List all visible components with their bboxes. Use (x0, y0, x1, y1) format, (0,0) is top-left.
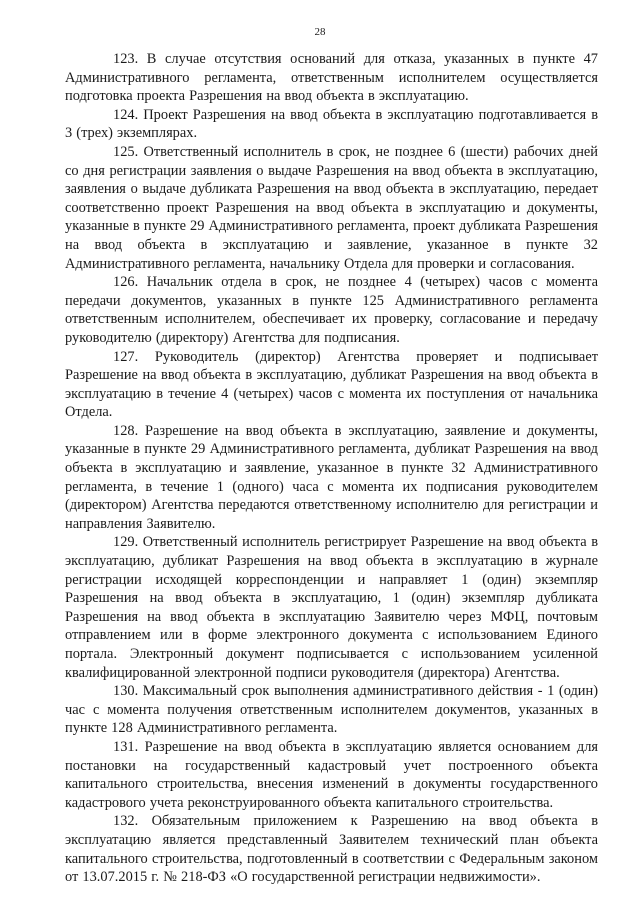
paragraph-126: 126. Начальник отдела в срок, не позднее 4 (четырех) часов с момента передачи документов, указанных в пункте 125 Административного регламента ответственным исполнителем, обеспечивает их проверку, согласование и передачу руководителю (директору) Агентства для подписания. (65, 274, 598, 346)
paragraph-130: 130. Максимальный срок выполнения административного действия - 1 (один) час с момента получения ответственным исполнителем документов, указанных в пункте 128 Административного регламента. (65, 683, 598, 737)
paragraph-128: 128. Разрешение на ввод объекта в эксплуатацию, заявление и документы, указанные в пункте 29 Административного регламента, дубликат Разрешения на ввод объекта в эксплуатацию и заявление, указанное в пункте 32 Административного регламента, в течение 1 (одного) часа с момента их подписания руководителем (директором) Агентства передаются ответственному исполнителю для регистрации и направления Заявителю. (65, 422, 598, 532)
document-body (65, 50, 598, 887)
paragraph-132: 132. Обязательным приложением к Разрешению на ввод объекта в эксплуатацию является представленный Заявителем технический план объекта капитального строительства, подготовленный в соответствии с Федеральным законом от 13.07.2015 г. № 218-ФЗ «О государственной регистрации недвижимости». (65, 813, 598, 886)
paragraph-129: 129. Ответственный исполнитель регистрирует Разрешение на ввод объекта в эксплуатацию, дубликат Разрешения на ввод объекта в эксплуатацию в журнале регистрации исходящей корреспонденции и направляет 1 (один) экземпляр Разрешения на ввод объекта в эксплуатацию, 1 (один) экземпляр дубликата Разрешения на ввод объекта в эксплуатацию Заявителю через МФЦ, почтовым отправлением или в форме электронного документа с использованием Единого портала. Электронный документ подписывается с использованием усиленной квалифицированной электронной подписи руководителя (директора) Агентства. (65, 534, 598, 681)
paragraph-131: 131. Разрешение на ввод объекта в эксплуатацию является основанием для постановки на государственный кадастровый учет построенного объекта капитального строительства, внесения изменений в документы государственного кадастрового учета реконструированного объекта капитального строительства. (65, 738, 598, 811)
paragraph-127: 127. Руководитель (директор) Агентства проверяет и подписывает Разрешение на ввод объекта в эксплуатацию, дубликат Разрешения на ввод объекта в эксплуатацию в течение 4 (четырех) часов с момента их поступления от начальника Отдела. (65, 348, 598, 421)
paragraph-123: 123. В случае отсутствия оснований для отказа, указанных в пункте 47 Административного регламента, ответственным исполнителем осуществляется подготовка проекта Разрешения на ввод объекта в эксплуатацию. (65, 51, 598, 105)
page-number: 28 (314, 26, 326, 38)
paragraph-125: 125. Ответственный исполнитель в срок, не позднее 6 (шести) рабочих дней со дня регистрации заявления о выдаче Разрешения на ввод объекта в эксплуатацию, заявления о выдаче дубликата Разрешения на ввод объекта в эксплуатацию, передает соответственно проект Разрешения на ввод объекта в эксплуатацию и документы, указанные в пункте 29 Административного регламента, проект дубликата Разрешения на ввод объекта в эксплуатацию и заявление, указанное в пункте 32 Административного регламента, начальнику Отдела для проверки и согласования. (65, 143, 599, 272)
paragraph-124: 124. Проект Разрешения на ввод объекта в эксплуатацию подготавливается в 3 (трех) экземплярах. (65, 106, 598, 142)
